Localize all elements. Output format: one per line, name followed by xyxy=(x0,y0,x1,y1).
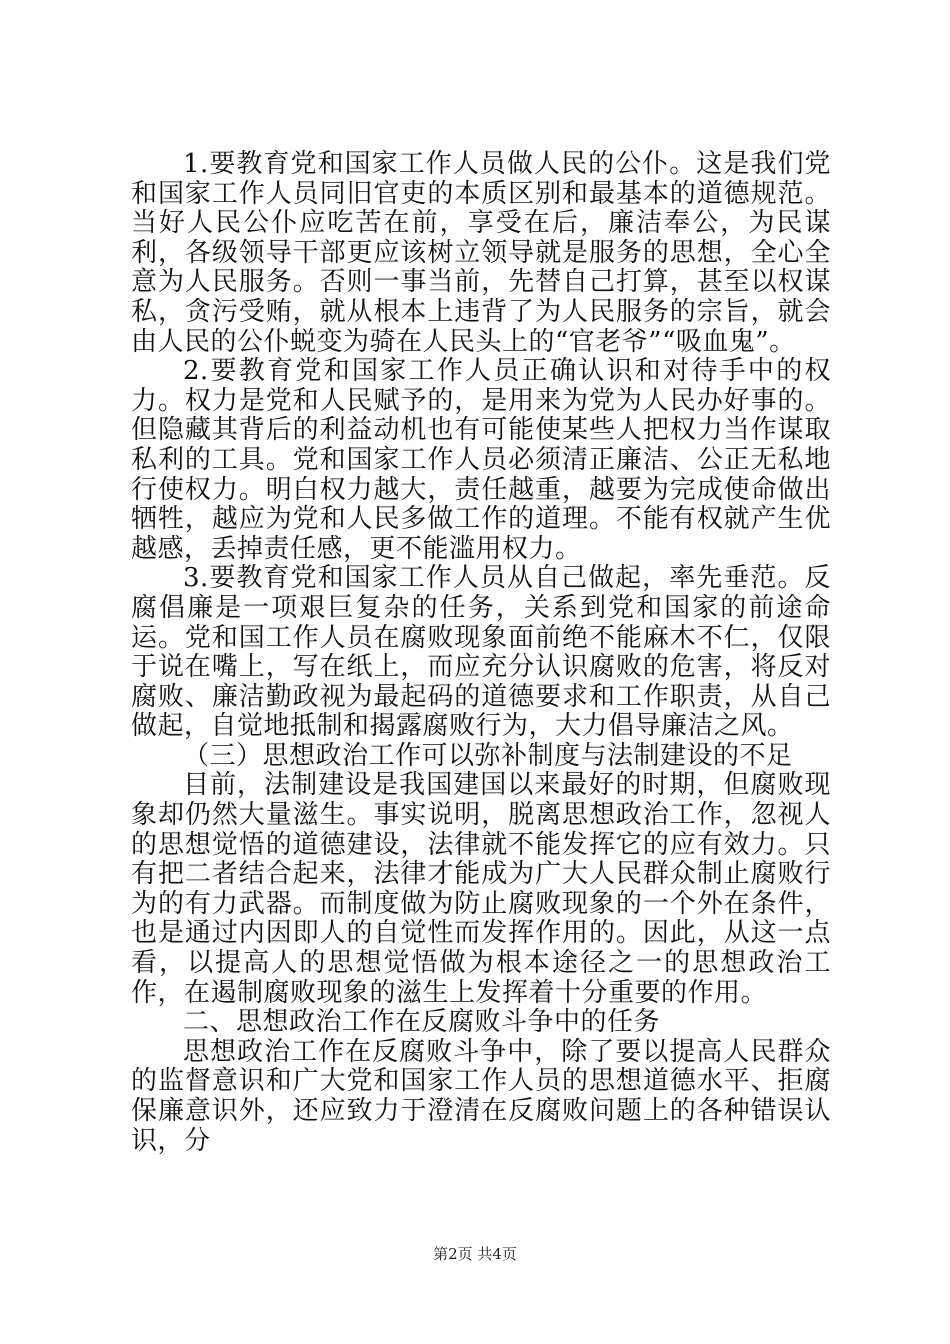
paragraph-item-1: 1.要教育党和国家工作人员做人民的公仆。这是我们党和国家工作人员同旧官吏的本质区别和最基本的道德规范。当好人民公仆应吃苦在前，享受在后，廉洁奉公，为民谋利，各级领导干部更应该树立领导就是服务的思想，全心全意为人民服务。否则一事当前，先替自己打算，甚至以权谋私，贪污受贿，就从根本上违背了为人民服务的宗旨，就会由人民的公仆蜕变为骑在人民头上的“官老爷”“吸血鬼”。 xyxy=(131,149,831,357)
section-heading-3: （三）思想政治工作可以弥补制度与法制建设的不足 xyxy=(183,740,793,771)
paragraph-item-2: 2.要教育党和国家工作人员正确认识和对待手中的权力。权力是党和人民赋予的，是用来为党为人民办好事的。但隐藏其背后的利益动机也有可能使某些人把权力当作谋取私利的工具。党和国家工作人员必须清正廉洁、公正无私地行使权力。明白权力越大，责任越重，越要为完成使命做出牺牲，越应为党和人民多做工作的道理。不能有权就产生优越感，丢掉责任感，更不能滥用权力。 xyxy=(131,356,831,564)
paragraph-task: 思想政治工作在反腐败斗争中，除了要以提高人民群众的监督意识和广大党和国家工作人员的思想道德水平、拒腐保廉意识外，还应致力于澄清在反腐败问题上的各种错误认识，分 xyxy=(131,1036,831,1156)
paragraph-present-situation: 目前，法制建设是我国建国以来最好的时期，但腐败现象却仍然大量滋生。事实说明，脱离思想政治工作，忽视人的思想觉悟的道德建设，法律就不能发挥它的应有效力。只有把二者结合起来，法律才能成为广大人民群众制止腐败行为的有力武器。而制度做为防止腐败现象的一个外在条件，也是通过内因即人的自觉性而发挥作用的。因此，从这一点看，以提高人的思想觉悟做为根本途径之一的思想政治工作，在遏制腐败现象的滋生上发挥着十分重要的作用。 xyxy=(131,770,831,1008)
page-footer: 第2页 共4页 xyxy=(433,1245,517,1263)
document-body xyxy=(131,150,831,1156)
section-heading-2: 二、思想政治工作在反腐败斗争中的任务 xyxy=(183,1007,661,1038)
paragraph-item-3: 3.要教育党和国家工作人员从自己做起，率先垂范。反腐倡廉是一项艰巨复杂的任务，关系到党和国家的前途命运。党和国工作人员在腐败现象面前绝不能麻木不仁，仅限于说在嘴上，写在纸上，而应充分认识腐败的危害，将反对腐败、廉洁勤政视为最起码的道德要求和工作职责，从自己做起，自觉地抵制和揭露腐败行为，大力倡导廉洁之风。 xyxy=(131,563,831,742)
